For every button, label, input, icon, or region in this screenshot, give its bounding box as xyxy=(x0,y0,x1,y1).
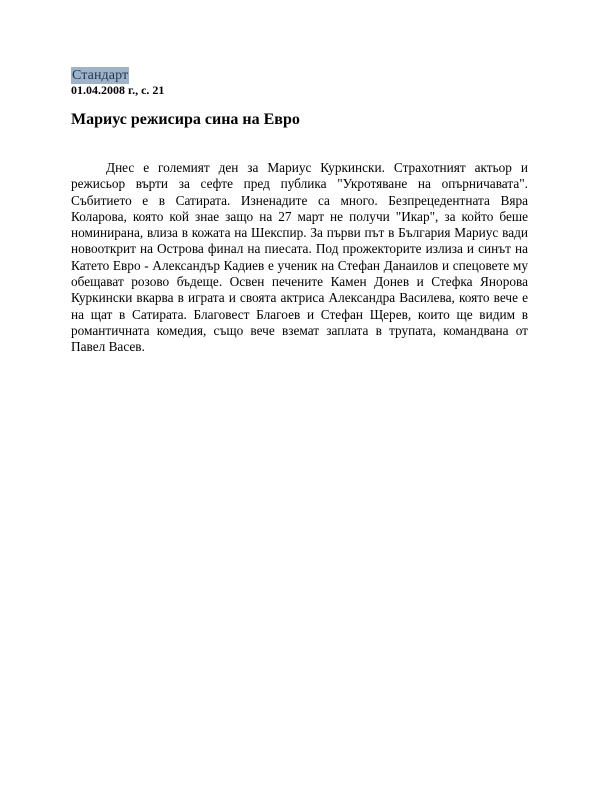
article-headline: Мариус режисира сина на Евро xyxy=(71,111,300,128)
publication-date-page: 01.04.2008 г., с. 21 xyxy=(71,83,165,97)
article-body-paragraph: Днес е големият ден за Мариус Куркински. Страхотният актьор и режисьор върти за сефте пред публика "Укротяване на опърничавата". Събитието е в Сатирата. Изненадите са много. Безпрецедентната Вяра Коларова, която кой знае защо на 27 март не получи "Икар", за който беше номинирана, влиза в кожата на Шекспир. За първи път в България Мариус вади новооткрит на Острова финал на пиесата. Под прожекторите излиза и синът на Катето Евро - Александър Кадиев е ученик на Стефан Данаилов и спецовете му обещават розово бъдеще. Освен печените Камен Донев и Стефка Янорова Куркински вкарва в играта и своята актриса Александра Василева, която вече е на щат в Сатирата. Благовест Благоев и Стефан Щерев, които ще видим в романтичната комедия, също вече вземат заплата в трупата, командвана от Павел Васев. xyxy=(71,160,528,355)
newspaper-logo: Стандарт xyxy=(72,68,129,83)
